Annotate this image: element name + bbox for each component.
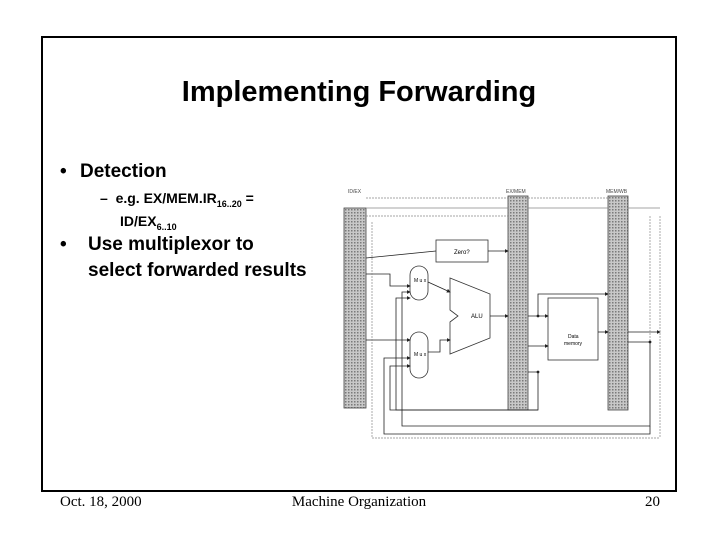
forwarding-diagram (330, 182, 674, 448)
bullet-multiplexor (60, 232, 307, 284)
mux-2-label: M u x (414, 352, 427, 358)
bullet-multiplexor-line2: select forwarded results (88, 260, 307, 281)
id-ex-label: ID/EX (348, 189, 362, 195)
data-memory (548, 298, 598, 360)
mux-1-label: M u x (414, 278, 427, 284)
sub-bullet-line2: ID/EX (120, 212, 157, 229)
footer-course: Machine Organization (291, 494, 427, 510)
bullet-detection-text: Detection (80, 161, 167, 182)
sub-bullet-prefix: e.g. EX/MEM.IR (115, 190, 217, 206)
mem-wb-register (608, 196, 628, 410)
id-ex-register (344, 208, 366, 408)
alu (450, 278, 490, 354)
alu-label: ALU (471, 314, 483, 320)
data-memory-label-1: Data (568, 334, 579, 340)
footer-page-number: 20 (645, 494, 660, 510)
slide-title: Implementing Forwarding (181, 76, 537, 108)
sub-bullet-mid: = (241, 190, 254, 206)
data-memory-label-2: memory (564, 341, 583, 347)
sub-bullet-subscript2: 6..10 (156, 221, 177, 232)
zero-label: Zero? (454, 250, 470, 256)
ex-mem-register (508, 196, 528, 410)
bullet-detection (60, 161, 167, 183)
bullet-dot-2: • (60, 234, 67, 255)
mem-wb-label: MEM/WB (606, 189, 628, 195)
sub-bullet-example (100, 190, 254, 236)
footer-date: Oct. 18, 2000 (60, 494, 142, 510)
bullet-dot: • (60, 161, 67, 182)
bullet-multiplexor-line1: Use multiplexor to (88, 234, 254, 255)
sub-bullet-dash: – (100, 190, 116, 206)
sub-bullet-subscript1: 16..20 (216, 198, 242, 209)
ex-mem-label: EX/MEM (506, 189, 526, 195)
